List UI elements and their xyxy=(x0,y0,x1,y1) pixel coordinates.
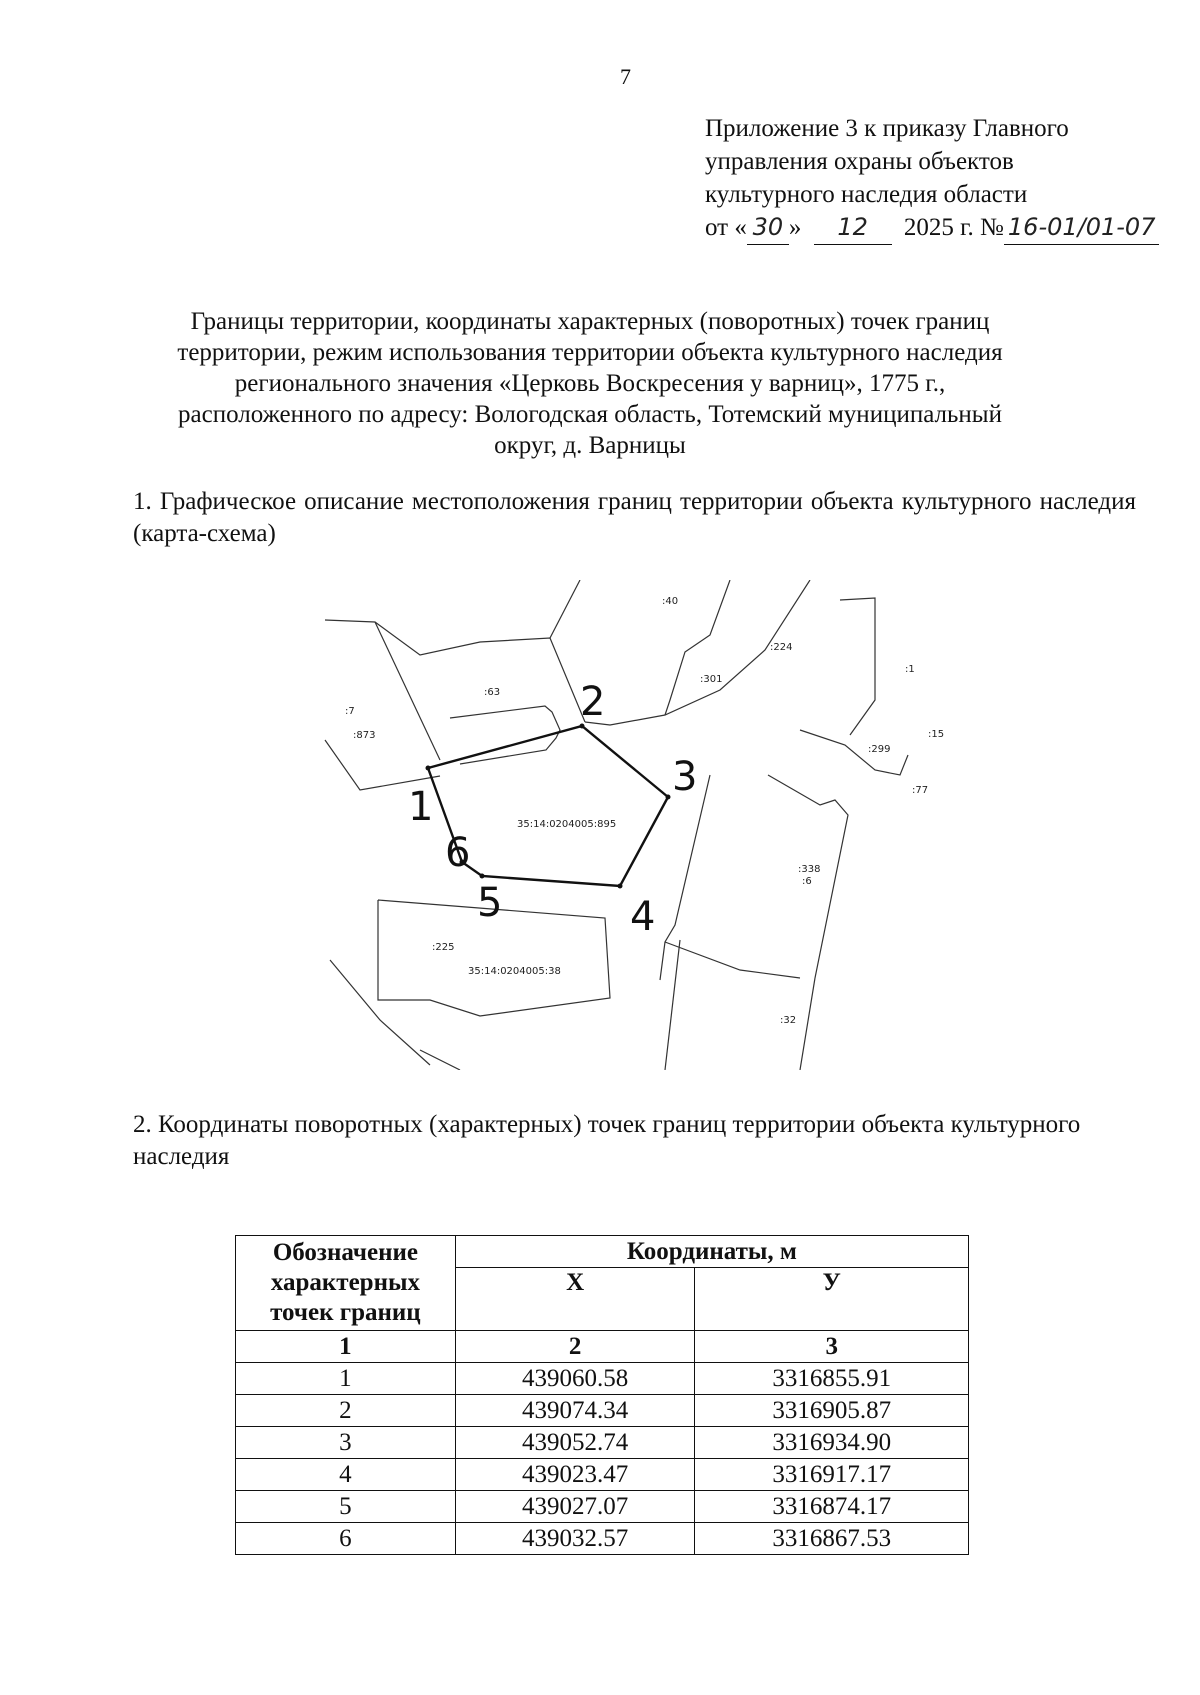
point-label-6: 6 xyxy=(445,830,471,876)
parcel-line xyxy=(800,730,908,775)
lot-labels xyxy=(345,596,944,1026)
title-line-2: территории, режим использования территории объекта культурного наследия xyxy=(177,339,1003,366)
building-outline xyxy=(450,706,560,764)
y-cell: 3316867.53 xyxy=(695,1523,969,1555)
lot-label: :7 xyxy=(345,706,355,717)
column-number: 1 xyxy=(236,1331,456,1363)
page-number: 7 xyxy=(620,64,631,89)
parcel-line xyxy=(330,960,430,1065)
appendix-line-1: Приложение 3 к приказу Главного xyxy=(705,115,1069,142)
point-label-5: 5 xyxy=(477,880,503,926)
appendix-line-2: управления охраны объектов xyxy=(705,148,1014,175)
table-row xyxy=(236,1491,969,1523)
point-label-3: 3 xyxy=(672,754,698,800)
vertex-5 xyxy=(480,874,485,879)
column-numbers-row xyxy=(236,1331,969,1363)
section-2-heading: 2. Координаты поворотных (характерных) точек границ территории объекта культурного наследия xyxy=(133,1111,1081,1170)
parcel-line xyxy=(420,1050,460,1070)
point-cell: 2 xyxy=(236,1395,456,1427)
cadastral-map xyxy=(320,580,960,1070)
lot-label: :1 xyxy=(905,664,915,675)
point-cell: 5 xyxy=(236,1491,456,1523)
date-year: 2025 г. № xyxy=(903,214,1004,241)
lot-label: :224 xyxy=(770,642,793,653)
points-column-header: Обозначение характерных точек границ xyxy=(236,1236,456,1331)
lot-label: :63 xyxy=(484,687,501,698)
table-row xyxy=(236,1363,969,1395)
date-day: 30 xyxy=(747,211,789,245)
column-number: 3 xyxy=(695,1331,969,1363)
vertex-1 xyxy=(426,766,431,771)
parcel-line xyxy=(665,942,800,978)
lot-label: :301 xyxy=(700,674,723,685)
appendix-date-line xyxy=(705,211,1159,245)
lot-label: :32 xyxy=(780,1015,797,1026)
coordinates-group-header: Координаты, м xyxy=(455,1236,968,1268)
table-row xyxy=(236,1523,969,1555)
x-column-header: X xyxy=(455,1268,695,1331)
point-cell: 1 xyxy=(236,1363,456,1395)
x-cell: 439032.57 xyxy=(455,1523,695,1555)
table-row xyxy=(236,1395,969,1427)
title-line-1: Границы территории, координаты характерных (поворотных) точек границ xyxy=(190,308,990,335)
x-cell: 439027.07 xyxy=(455,1491,695,1523)
table-row xyxy=(236,1427,969,1459)
vertex-4 xyxy=(618,884,623,889)
vertex-3 xyxy=(666,795,671,800)
lot-label: :77 xyxy=(912,785,929,796)
appendix-line-3: культурного наследия области xyxy=(705,181,1028,208)
title-line-3: регионального значения «Церковь Воскресения у варниц», 1775 г., xyxy=(234,370,946,397)
table-row xyxy=(236,1459,969,1491)
lot-label: :338 xyxy=(798,864,821,875)
x-cell: 439052.74 xyxy=(455,1427,695,1459)
appendix-header xyxy=(705,112,1159,245)
point-label-1: 1 xyxy=(408,784,434,830)
lot-label: :15 xyxy=(928,729,945,740)
lot-label: :225 xyxy=(432,942,455,953)
point-label-4: 4 xyxy=(630,894,656,940)
parcel-line xyxy=(550,580,580,638)
table-header-row xyxy=(236,1236,969,1268)
x-cell: 439060.58 xyxy=(455,1363,695,1395)
y-cell: 3316874.17 xyxy=(695,1491,969,1523)
y-cell: 3316905.87 xyxy=(695,1395,969,1427)
lot-label: 35:14:0204005:38 xyxy=(468,966,561,977)
section-1-heading: 1. Графическое описание местоположения границ территории объекта культурного наследия (карта-схема) xyxy=(133,488,1136,547)
y-cell: 3316855.91 xyxy=(695,1363,969,1395)
x-cell: 439074.34 xyxy=(455,1395,695,1427)
parcel-line xyxy=(665,940,680,1070)
date-month: 12 xyxy=(814,211,892,245)
order-number: 16-01/01-07 xyxy=(1004,211,1160,245)
y-cell: 3316934.90 xyxy=(695,1427,969,1459)
lot-label: :40 xyxy=(662,596,679,607)
point-cell: 4 xyxy=(236,1459,456,1491)
parcel-line xyxy=(840,598,875,735)
y-cell: 3316917.17 xyxy=(695,1459,969,1491)
coordinates-table xyxy=(235,1235,969,1555)
x-cell: 439023.47 xyxy=(455,1459,695,1491)
lot-label: :873 xyxy=(353,730,376,741)
parcel-line xyxy=(800,978,815,1070)
point-label-2: 2 xyxy=(580,679,606,725)
parcel-line xyxy=(325,740,440,790)
lot-label: :6 xyxy=(802,876,812,887)
lot-label: 35:14:0204005:895 xyxy=(517,819,617,830)
title-line-5: округ, д. Варницы xyxy=(494,432,686,459)
y-column-header: У xyxy=(695,1268,969,1331)
point-cell: 3 xyxy=(236,1427,456,1459)
point-cell: 6 xyxy=(236,1523,456,1555)
date-prefix: от « xyxy=(705,214,747,241)
parcel-line xyxy=(375,622,440,760)
column-number: 2 xyxy=(455,1331,695,1363)
title-line-4: расположенного по адресу: Вологодская область, Тотемский муниципальный xyxy=(178,401,1002,428)
document-title xyxy=(140,306,1040,461)
lot-label: :299 xyxy=(868,744,891,755)
date-separator: » xyxy=(788,214,802,241)
